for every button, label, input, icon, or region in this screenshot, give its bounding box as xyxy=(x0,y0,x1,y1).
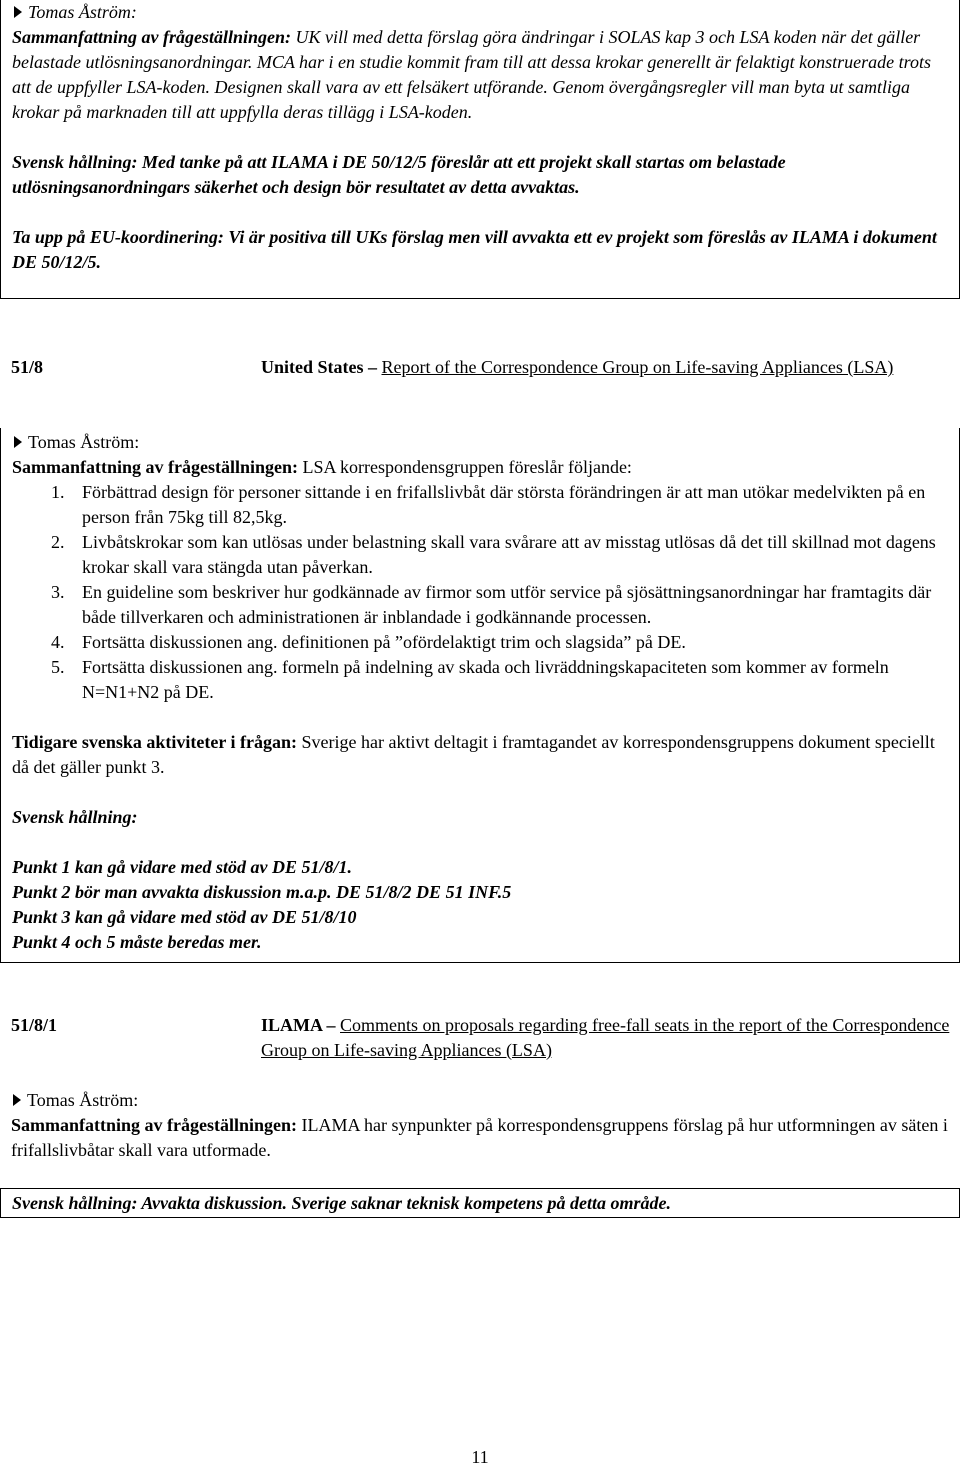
item-submitter: United States xyxy=(261,357,364,377)
lsa-correspondence-box xyxy=(0,428,960,963)
summary-text: ILAMA har synpunkter på korrespondensgruppens förslag på hur utformningen av säten i frifallslivbåtar skall vara utformade. xyxy=(11,1115,948,1160)
author-name: Tomas Åström: xyxy=(28,432,140,452)
item-title-block xyxy=(261,1013,951,1063)
position-text: Med tanke på att ILAMA i DE 50/12/5 föreslår att ett projekt skall startas om belastade utlösningsanordningars säkerhet och design bör resultatet av detta avvaktas. xyxy=(12,152,786,197)
page-number: 11 xyxy=(471,1447,489,1467)
author-line xyxy=(11,1088,948,1113)
list-item: 1. Förbättrad design för personer sittande i en frifallslivbåt där största förändringen är att man utökar medelvikten på en person från 75kg till 82,5kg. xyxy=(51,482,926,527)
position-point: Punkt 3 kan gå vidare med stöd av DE 51/8/10 xyxy=(12,907,357,927)
summary-paragraph xyxy=(12,455,947,480)
proposal-list xyxy=(12,480,947,705)
item-dash: – xyxy=(322,1015,341,1035)
item-number: 51/8/1 xyxy=(11,1015,58,1035)
ilama-position-box xyxy=(0,1188,960,1218)
author-line xyxy=(12,430,947,455)
item-dash: – xyxy=(363,357,382,377)
item-title-block xyxy=(261,355,951,380)
summary-paragraph xyxy=(12,25,947,125)
position-label: Svensk hållning: xyxy=(12,807,138,827)
item-number: 51/8 xyxy=(11,357,44,377)
author-name: Tomas Åström: xyxy=(28,2,137,22)
item-title: Report of the Correspondence Group on Life-saving Appliances (LSA) xyxy=(381,357,894,377)
position-paragraph xyxy=(12,150,947,200)
position-point: Punkt 4 och 5 måste beredas mer. xyxy=(12,932,262,952)
author-name: Tomas Åström: xyxy=(27,1090,139,1110)
summary-text: UK vill med detta förslag göra ändringar i SOLAS kap 3 och LSA koden när det gäller belastade utlösningsanordningar. MCA har i en studie kommit fram till att dessa krokar generellt är felaktigt konstruerade trots att de uppfyller LSA-koden. Designen skall vara av ett felsäkert utförande. Genom övergångsregler vill man byta ut samtliga krokar på marknaden till att uppfylla deras tillägg i LSA-koden. xyxy=(12,27,931,122)
summary-label: Sammanfattning av frågeställningen: xyxy=(12,457,299,477)
list-item: 3. En guideline som beskriver hur godkännade av firmor som utför service på sjösättningsanordningar har framtagits där både tillverkaren och administrationen är inblandade i godkännande processen. xyxy=(51,582,932,627)
item-heading-51-8 xyxy=(0,355,960,380)
eu-text: Vi är positiva till UKs förslag men vill avvakta ett ev projekt som föreslås av ILAMA i dokument DE 50/12/5. xyxy=(12,227,937,272)
expand-triangle-icon[interactable] xyxy=(13,1094,21,1106)
list-item: 4. Fortsätta diskussionen ang. definitionen på ”ofördelaktigt trim och slagsida” på DE. xyxy=(51,632,686,652)
item-heading-51-8-1 xyxy=(0,1013,960,1063)
prior-activities-paragraph xyxy=(12,730,947,780)
summary-label: Sammanfattning av frågeställningen: xyxy=(12,27,292,47)
eu-paragraph xyxy=(12,225,947,275)
item-title: Comments on proposals regarding free-fall seats in the report of the Correspondence Group on Life-saving Appliances (LSA) xyxy=(261,1015,950,1060)
summary-label: Sammanfattning av frågeställningen: xyxy=(11,1115,298,1135)
position-point: Punkt 2 bör man avvakta diskussion m.a.p. DE 51/8/2 DE 51 INF.5 xyxy=(12,882,512,902)
eu-label: Ta upp på EU-koordinering: xyxy=(12,227,224,247)
prior-label: Tidigare svenska aktiviteter i frågan: xyxy=(12,732,297,752)
expand-triangle-icon[interactable] xyxy=(14,6,22,18)
list-item: 5. Fortsätta diskussionen ang. formeln på indelning av skada och livräddningskapaciteten som kommer av formeln N=N1+N2 på DE. xyxy=(51,657,889,702)
summary-paragraph xyxy=(11,1113,948,1163)
prior-text: Sverige har aktivt deltagit i framtagandet av korrespondensgruppens dokument speciellt då det gäller punkt 3. xyxy=(12,732,935,777)
ilama-summary-block xyxy=(0,1088,960,1163)
summary-text: LSA korrespondensgruppen föreslår följande: xyxy=(298,457,632,477)
author-line xyxy=(12,0,947,25)
position-point: Punkt 1 kan gå vidare med stöd av DE 51/8/1. xyxy=(12,857,353,877)
position-text: Svensk hållning: Avvakta diskussion. Sverige saknar teknisk kompetens på detta område. xyxy=(12,1193,672,1213)
expand-triangle-icon[interactable] xyxy=(14,436,22,448)
item-submitter: ILAMA xyxy=(261,1015,323,1035)
uk-proposal-box xyxy=(0,0,960,299)
position-label: Svensk hållning: xyxy=(12,152,138,172)
list-item: 2. Livbåtskrokar som kan utlösas under belastning skall vara svårare att av misstag utlösas då det till skillnad mot dagens krokar skall vara stängda utan påverkan. xyxy=(51,532,936,577)
